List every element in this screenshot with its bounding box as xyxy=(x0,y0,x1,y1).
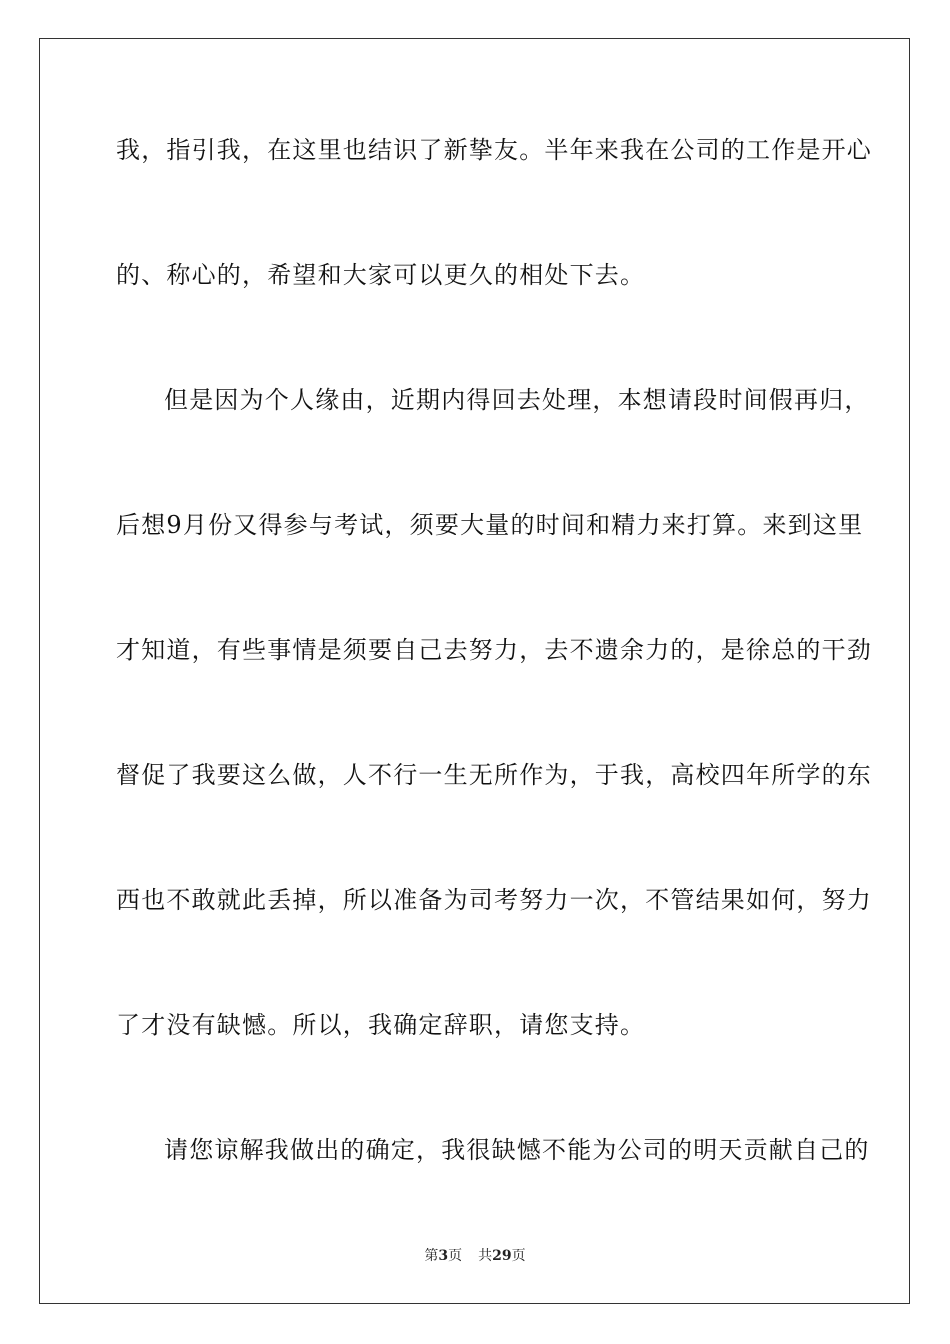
text-line-9: 请您谅解我做出的确定，我很缺憾不能为公司的明天贡献自己的 xyxy=(164,1136,870,1164)
footer-total-suffix: 页 xyxy=(511,1248,526,1264)
page-border xyxy=(39,38,910,1304)
text-line-6: 督促了我要这么做，人不行一生无所作为，于我，高校四年所学的东 xyxy=(116,761,872,789)
footer-page-prefix: 第 xyxy=(424,1248,439,1264)
footer-total-pages: 29 xyxy=(492,1248,512,1264)
text-line-7: 西也不敢就此丢掉，所以准备为司考努力一次，不管结果如何，努力 xyxy=(116,886,872,914)
footer-page-suffix: 页 xyxy=(448,1248,463,1264)
text-line-8: 了才没有缺憾。所以，我确定辞职，请您支持。 xyxy=(116,1011,646,1039)
text-line-3: 但是因为个人缘由，近期内得回去处理，本想请段时间假再归， xyxy=(164,386,870,414)
text-line-5: 才知道，有些事情是须要自己去努力，去不遗余力的，是徐总的干劲 xyxy=(116,636,872,664)
footer-page-number: 3 xyxy=(438,1248,449,1264)
text-line-4: 后想9月份又得参与考试，须要大量的时间和精力来打算。来到这里 xyxy=(116,511,864,539)
text-line-2: 的、称心的，希望和大家可以更久的相处下去。 xyxy=(116,261,646,289)
text-line-1: 我，指引我，在这里也结识了新挚友。半年来我在公司的工作是开心 xyxy=(116,136,872,164)
page-footer xyxy=(0,1246,950,1266)
footer-total-prefix: 共 xyxy=(478,1248,493,1264)
